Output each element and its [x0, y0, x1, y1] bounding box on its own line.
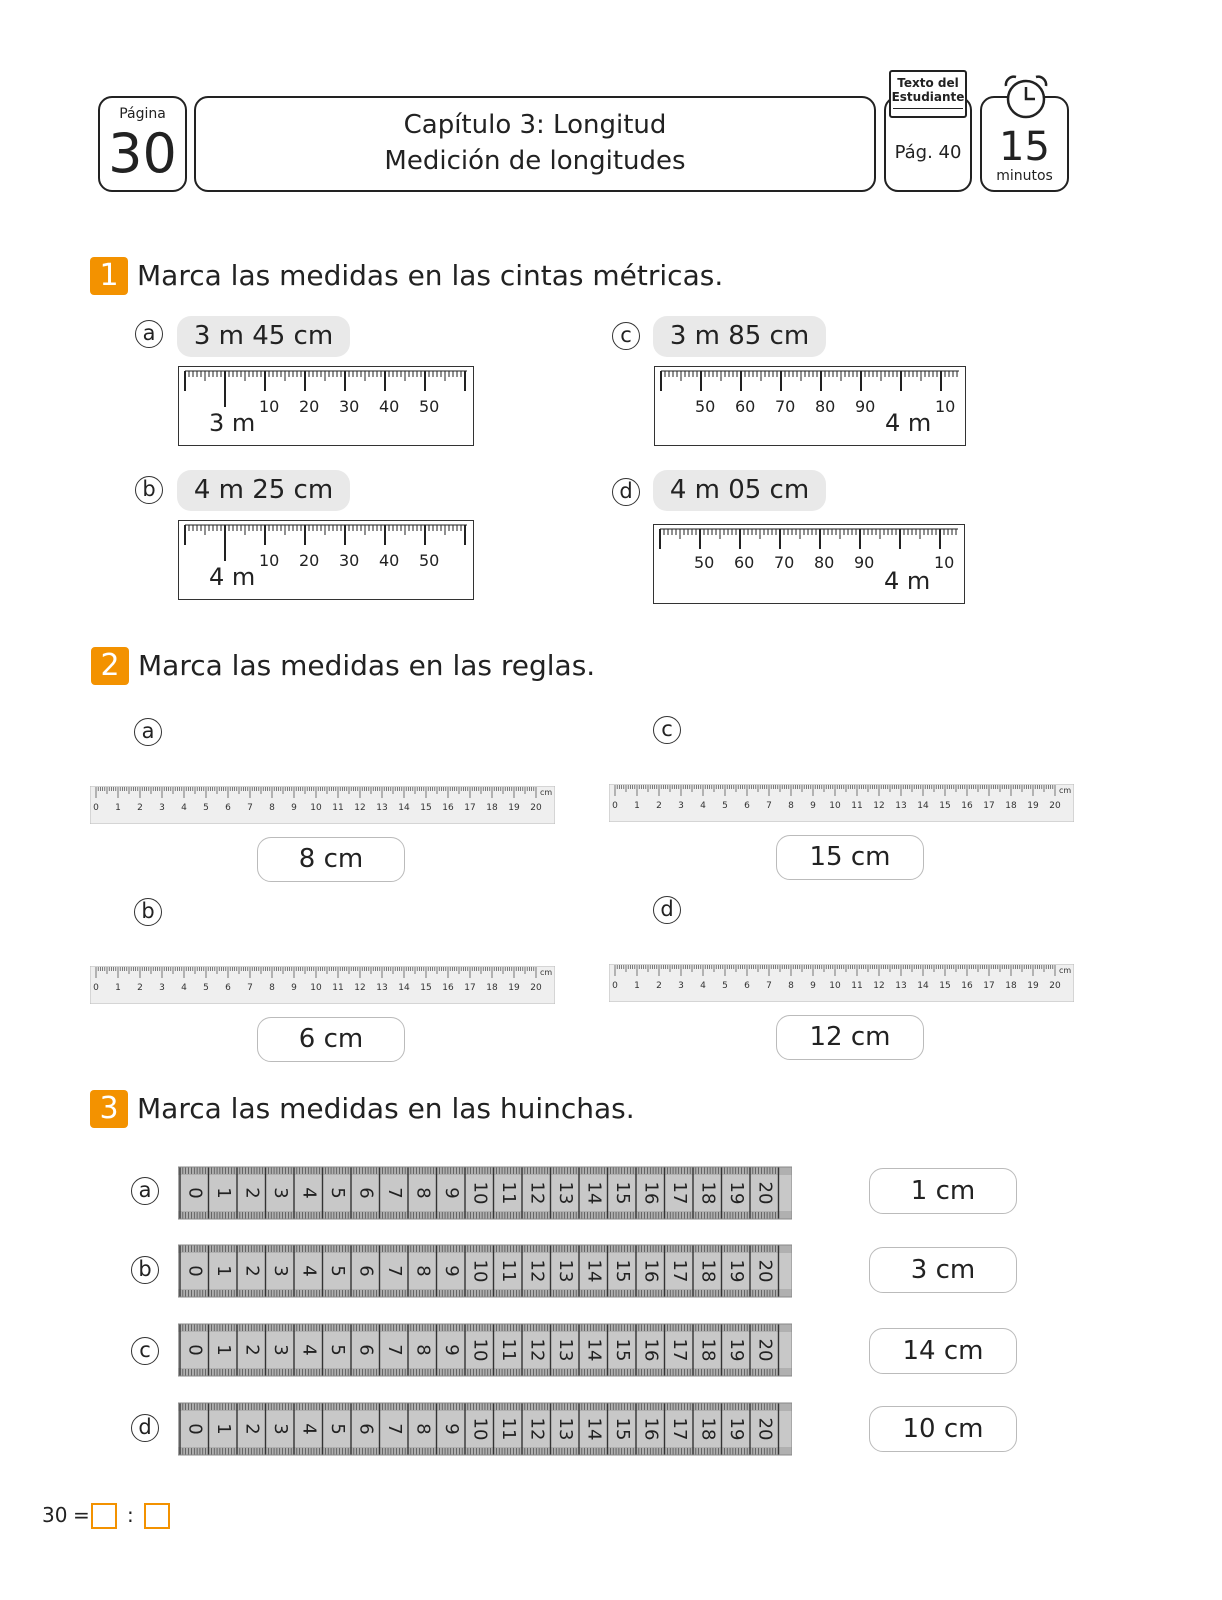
tape-number-label: 20 — [754, 1338, 776, 1362]
footer-number: 30 — [42, 1503, 68, 1527]
tape-number-label: 11 — [497, 1181, 519, 1205]
q2-a-ruler[interactable] — [90, 786, 555, 824]
ruler-tick-label: 10 — [310, 803, 322, 813]
ruler-tick-label: 19 — [1027, 981, 1039, 991]
ruler-tick-label: 5 — [722, 981, 728, 991]
tape-number-label: 5 — [326, 1187, 348, 1199]
tape-number-label: 5 — [326, 1344, 348, 1356]
tick-label: 10 — [259, 551, 280, 570]
tape-number-label: 10 — [469, 1338, 491, 1362]
tape-number-label: 13 — [554, 1259, 576, 1283]
ruler-tick-label: 2 — [656, 981, 662, 991]
question-2-number: 2 — [91, 647, 129, 685]
ruler-tick-label: 2 — [137, 803, 143, 813]
q1-letter-c: c — [612, 322, 640, 350]
tape-number-label: 13 — [554, 1417, 576, 1441]
tape-number-label: 2 — [241, 1423, 263, 1435]
ruler-tick-label: 12 — [873, 981, 885, 991]
tape-number-label: 16 — [640, 1181, 662, 1205]
ruler-tick-label: 8 — [269, 803, 275, 813]
q1-letter-d: d — [612, 478, 640, 506]
book-line-2: Estudiante — [891, 90, 965, 104]
tape-number-label: 5 — [326, 1265, 348, 1277]
tape-number-label: 18 — [697, 1338, 719, 1362]
tape-number-label: 19 — [725, 1417, 747, 1441]
tape-number-label: 17 — [668, 1259, 690, 1283]
tape-number-label: 15 — [611, 1181, 633, 1205]
q3-c-measure: 14 cm — [869, 1328, 1017, 1374]
tape-number-label: 6 — [355, 1187, 377, 1199]
ruler-tick-label: 6 — [225, 983, 231, 993]
footer-colon: : — [127, 1503, 134, 1527]
tape-number-label: 8 — [412, 1344, 434, 1356]
ruler-tick-label: 4 — [181, 983, 187, 993]
ruler-tick-label: 6 — [744, 981, 750, 991]
tape-number-label: 12 — [526, 1181, 548, 1205]
tape-number-label: 0 — [184, 1344, 206, 1356]
tape-number-label: 15 — [611, 1338, 633, 1362]
ruler-tick-label: 7 — [766, 981, 772, 991]
q3-d-measure: 10 cm — [869, 1406, 1017, 1452]
ruler-tick-label: 19 — [1027, 801, 1039, 811]
ruler-tick-label: 7 — [247, 983, 253, 993]
q1-letter-b: b — [135, 476, 163, 504]
tape-number-label: 2 — [241, 1265, 263, 1277]
ruler-tick-label: 6 — [225, 803, 231, 813]
tape-number-label: 3 — [269, 1423, 291, 1435]
alarm-clock-icon — [1000, 72, 1052, 120]
tape-number-label: 20 — [754, 1181, 776, 1205]
ruler-tick-label: 14 — [398, 983, 410, 993]
tape-number-label: 0 — [184, 1187, 206, 1199]
ruler-tick-label: 12 — [354, 803, 366, 813]
q3-b-tape[interactable] — [178, 1243, 792, 1299]
ruler-tick-label: 8 — [269, 983, 275, 993]
q2-letter-c: c — [653, 716, 681, 744]
question-3-number: 3 — [90, 1090, 128, 1128]
q3-letter-d: d — [131, 1414, 159, 1442]
footer-box-2[interactable] — [144, 1503, 170, 1529]
tape-number-label: 20 — [754, 1259, 776, 1283]
ruler-tick-label: 16 — [442, 803, 454, 813]
ruler-tick-label: 19 — [508, 803, 520, 813]
book-icon — [889, 70, 967, 118]
ruler-tick-label: 18 — [486, 803, 498, 813]
book-page: Pág. 40 — [894, 142, 962, 163]
tape-number-label: 14 — [583, 1338, 605, 1362]
tape-number-label: 0 — [184, 1265, 206, 1277]
q1-c-tape[interactable] — [654, 366, 966, 446]
tape-number-label: 0 — [184, 1423, 206, 1435]
book-line-1: Texto del — [897, 76, 959, 90]
topic-title: Medición de longitudes — [384, 146, 686, 176]
ruler-tick-label: 5 — [722, 801, 728, 811]
ruler-tick-label: 14 — [917, 801, 929, 811]
tick-label: 90 — [854, 553, 875, 572]
ruler-tick-label: 11 — [332, 983, 344, 993]
tape-number-label: 7 — [383, 1187, 405, 1199]
tape-number-label: 18 — [697, 1417, 719, 1441]
tape-number-label: 8 — [412, 1187, 434, 1199]
tick-label: 70 — [774, 553, 795, 572]
ruler-tick-label: 15 — [420, 983, 432, 993]
ruler-tick-label: 5 — [203, 983, 209, 993]
tick-label: 20 — [299, 551, 320, 570]
ruler-tick-label: 18 — [1005, 801, 1017, 811]
time-value: 15 — [999, 124, 1050, 170]
ruler-unit-label: cm — [540, 968, 553, 977]
tape-number-label: 11 — [497, 1259, 519, 1283]
tick-label: 50 — [695, 397, 716, 416]
tape-number-label: 15 — [611, 1259, 633, 1283]
time-unit: minutos — [996, 168, 1053, 184]
q2-letter-a: a — [134, 718, 162, 746]
ruler-tick-label: 9 — [810, 801, 816, 811]
q2-d-ruler[interactable] — [609, 964, 1074, 1002]
ruler-tick-label: 16 — [961, 981, 973, 991]
tick-label: 50 — [694, 553, 715, 572]
tape-number-label: 4 — [298, 1344, 320, 1356]
tape-number-label: 7 — [383, 1423, 405, 1435]
ruler-tick-label: 20 — [1049, 981, 1061, 991]
q3-b-measure: 3 cm — [869, 1247, 1017, 1293]
tape-number-label: 14 — [583, 1259, 605, 1283]
tick-label: 80 — [815, 397, 836, 416]
ruler-tick-label: 12 — [873, 801, 885, 811]
tape-number-label: 9 — [440, 1265, 462, 1277]
ruler-tick-label: 16 — [961, 801, 973, 811]
tick-label: 10 — [935, 397, 956, 416]
tape-number-label: 20 — [754, 1417, 776, 1441]
q3-letter-c: c — [131, 1337, 159, 1365]
tape-number-label: 19 — [725, 1338, 747, 1362]
tick-label: 30 — [339, 551, 360, 570]
tick-label: 60 — [734, 553, 755, 572]
ruler-tick-label: 13 — [895, 801, 907, 811]
q2-b-measure: 6 cm — [257, 1017, 405, 1062]
ruler-tick-label: 13 — [376, 983, 388, 993]
tape-number-label: 4 — [298, 1187, 320, 1199]
ruler-tick-label: 0 — [612, 981, 618, 991]
q1-d-tape[interactable] — [653, 524, 965, 604]
tick-label: 70 — [775, 397, 796, 416]
ruler-tick-label: 3 — [159, 983, 165, 993]
ruler-tick-label: 11 — [851, 801, 863, 811]
q2-c-measure: 15 cm — [776, 835, 924, 880]
ruler-tick-label: 14 — [398, 803, 410, 813]
ruler-tick-label: 5 — [203, 803, 209, 813]
tape-number-label: 14 — [583, 1417, 605, 1441]
tick-label: 90 — [855, 397, 876, 416]
ruler-tick-label: 19 — [508, 983, 520, 993]
ruler-tick-label: 0 — [612, 801, 618, 811]
q1-c-measure: 3 m 85 cm — [653, 316, 826, 357]
page-label: Página — [119, 106, 166, 122]
question-2-text: Marca las medidas en las reglas. — [138, 649, 596, 682]
ruler-tick-label: 20 — [530, 803, 542, 813]
ruler-tick-label: 17 — [464, 983, 476, 993]
ruler-tick-label: 4 — [700, 981, 706, 991]
tape-number-label: 1 — [212, 1187, 234, 1199]
ruler-unit-label: cm — [1059, 786, 1072, 795]
ruler-tick-label: 9 — [291, 983, 297, 993]
ruler-tick-label: 11 — [851, 981, 863, 991]
tape-number-label: 2 — [241, 1187, 263, 1199]
tape-number-label: 3 — [269, 1265, 291, 1277]
question-1-text: Marca las medidas en las cintas métricas. — [137, 259, 724, 292]
tick-label: 30 — [339, 397, 360, 416]
ruler-tick-label: 12 — [354, 983, 366, 993]
ruler-tick-label: 7 — [766, 801, 772, 811]
q2-letter-d: d — [653, 896, 681, 924]
tape-number-label: 8 — [412, 1265, 434, 1277]
tick-label: 50 — [419, 397, 440, 416]
tape-number-label: 5 — [326, 1423, 348, 1435]
q1-a-meter-label: 3 m — [209, 409, 256, 437]
tape-number-label: 13 — [554, 1181, 576, 1205]
tape-number-label: 17 — [668, 1338, 690, 1362]
q1-b-tape[interactable] — [178, 520, 474, 600]
ruler-tick-label: 1 — [115, 983, 121, 993]
tick-label: 40 — [379, 397, 400, 416]
tape-number-label: 8 — [412, 1423, 434, 1435]
tape-number-label: 7 — [383, 1265, 405, 1277]
q1-c-meter-label: 4 m — [885, 409, 932, 437]
tape-number-label: 4 — [298, 1423, 320, 1435]
tape-number-label: 9 — [440, 1344, 462, 1356]
chapter-title: Capítulo 3: Longitud — [403, 110, 667, 140]
ruler-tick-label: 2 — [137, 983, 143, 993]
ruler-tick-label: 13 — [895, 981, 907, 991]
q3-letter-b: b — [131, 1256, 159, 1284]
tape-number-label: 1 — [212, 1423, 234, 1435]
q2-letter-b: b — [134, 898, 162, 926]
tape-number-label: 3 — [269, 1187, 291, 1199]
tape-number-label: 16 — [640, 1417, 662, 1441]
tape-number-label: 13 — [554, 1338, 576, 1362]
q1-b-meter-label: 4 m — [209, 563, 256, 591]
tape-number-label: 18 — [697, 1259, 719, 1283]
tape-number-label: 4 — [298, 1265, 320, 1277]
tape-number-label: 1 — [212, 1344, 234, 1356]
q3-c-tape[interactable] — [178, 1322, 792, 1378]
ruler-tick-label: 9 — [810, 981, 816, 991]
tape-number-label: 17 — [668, 1417, 690, 1441]
page-number-box — [98, 96, 187, 192]
tape-number-label: 2 — [241, 1344, 263, 1356]
tick-label: 60 — [735, 397, 756, 416]
ruler-tick-label: 11 — [332, 803, 344, 813]
tape-number-label: 9 — [440, 1187, 462, 1199]
ruler-tick-label: 4 — [181, 803, 187, 813]
q1-letter-a: a — [135, 320, 163, 348]
ruler-tick-label: 8 — [788, 981, 794, 991]
ruler-tick-label: 17 — [983, 801, 995, 811]
ruler-tick-label: 15 — [939, 801, 951, 811]
tape-number-label: 12 — [526, 1338, 548, 1362]
q3-d-tape[interactable] — [178, 1401, 792, 1457]
ruler-tick-label: 10 — [829, 981, 841, 991]
tick-label: 50 — [419, 551, 440, 570]
q3-letter-a: a — [131, 1177, 159, 1205]
ruler-tick-label: 20 — [530, 983, 542, 993]
ruler-tick-label: 15 — [420, 803, 432, 813]
tick-label: 10 — [259, 397, 280, 416]
ruler-tick-label: 7 — [247, 803, 253, 813]
tape-number-label: 17 — [668, 1181, 690, 1205]
tape-number-label: 10 — [469, 1417, 491, 1441]
tape-number-label: 18 — [697, 1181, 719, 1205]
ruler-tick-label: 17 — [983, 981, 995, 991]
ruler-tick-label: 15 — [939, 981, 951, 991]
ruler-tick-label: 3 — [678, 981, 684, 991]
tape-number-label: 11 — [497, 1417, 519, 1441]
ruler-tick-label: 4 — [700, 801, 706, 811]
q1-d-meter-label: 4 m — [884, 567, 931, 595]
ruler-tick-label: 14 — [917, 981, 929, 991]
tape-number-label: 6 — [355, 1423, 377, 1435]
ruler-tick-label: 1 — [634, 801, 640, 811]
ruler-tick-label: 2 — [656, 801, 662, 811]
ruler-tick-label: 6 — [744, 801, 750, 811]
ruler-tick-label: 20 — [1049, 801, 1061, 811]
q2-d-measure: 12 cm — [776, 1015, 924, 1060]
tape-number-label: 12 — [526, 1259, 548, 1283]
tape-number-label: 10 — [469, 1259, 491, 1283]
q1-d-measure: 4 m 05 cm — [653, 470, 826, 511]
tape-number-label: 10 — [469, 1181, 491, 1205]
ruler-tick-label: 1 — [634, 981, 640, 991]
tape-number-label: 9 — [440, 1423, 462, 1435]
ruler-tick-label: 16 — [442, 983, 454, 993]
ruler-tick-label: 18 — [486, 983, 498, 993]
q1-a-measure: 3 m 45 cm — [177, 316, 350, 357]
ruler-tick-label: 10 — [829, 801, 841, 811]
tape-number-label: 7 — [383, 1344, 405, 1356]
tape-number-label: 19 — [725, 1259, 747, 1283]
q3-a-tape[interactable] — [178, 1165, 792, 1221]
q1-b-measure: 4 m 25 cm — [177, 470, 350, 511]
tape-number-label: 19 — [725, 1181, 747, 1205]
ruler-unit-label: cm — [540, 788, 553, 797]
footer-equals: = — [73, 1503, 90, 1527]
tape-number-label: 12 — [526, 1417, 548, 1441]
footer-box-1[interactable] — [91, 1503, 117, 1529]
tape-number-label: 11 — [497, 1338, 519, 1362]
tape-number-label: 6 — [355, 1344, 377, 1356]
tape-number-label: 15 — [611, 1417, 633, 1441]
question-1-number: 1 — [90, 257, 128, 295]
q3-a-measure: 1 cm — [869, 1168, 1017, 1214]
ruler-tick-label: 13 — [376, 803, 388, 813]
ruler-tick-label: 1 — [115, 803, 121, 813]
q2-a-measure: 8 cm — [257, 837, 405, 882]
tick-label: 40 — [379, 551, 400, 570]
q1-a-tape[interactable] — [178, 366, 474, 446]
tape-number-label: 6 — [355, 1265, 377, 1277]
ruler-tick-label: 3 — [159, 803, 165, 813]
ruler-tick-label: 0 — [93, 803, 99, 813]
ruler-tick-label: 3 — [678, 801, 684, 811]
ruler-tick-label: 8 — [788, 801, 794, 811]
question-3-text: Marca las medidas en las huinchas. — [137, 1092, 635, 1125]
ruler-tick-label: 18 — [1005, 981, 1017, 991]
tick-label: 20 — [299, 397, 320, 416]
tick-label: 80 — [814, 553, 835, 572]
ruler-unit-label: cm — [1059, 966, 1072, 975]
tape-number-label: 16 — [640, 1259, 662, 1283]
q2-c-ruler[interactable] — [609, 784, 1074, 822]
tape-number-label: 3 — [269, 1344, 291, 1356]
chapter-title-box — [194, 96, 876, 192]
ruler-tick-label: 9 — [291, 803, 297, 813]
tape-number-label: 1 — [212, 1265, 234, 1277]
tick-label: 10 — [934, 553, 955, 572]
tape-number-label: 16 — [640, 1338, 662, 1362]
ruler-tick-label: 10 — [310, 983, 322, 993]
ruler-tick-label: 17 — [464, 803, 476, 813]
ruler-tick-label: 0 — [93, 983, 99, 993]
q2-b-ruler[interactable] — [90, 966, 555, 1004]
tape-number-label: 14 — [583, 1181, 605, 1205]
page-number: 30 — [108, 122, 177, 185]
